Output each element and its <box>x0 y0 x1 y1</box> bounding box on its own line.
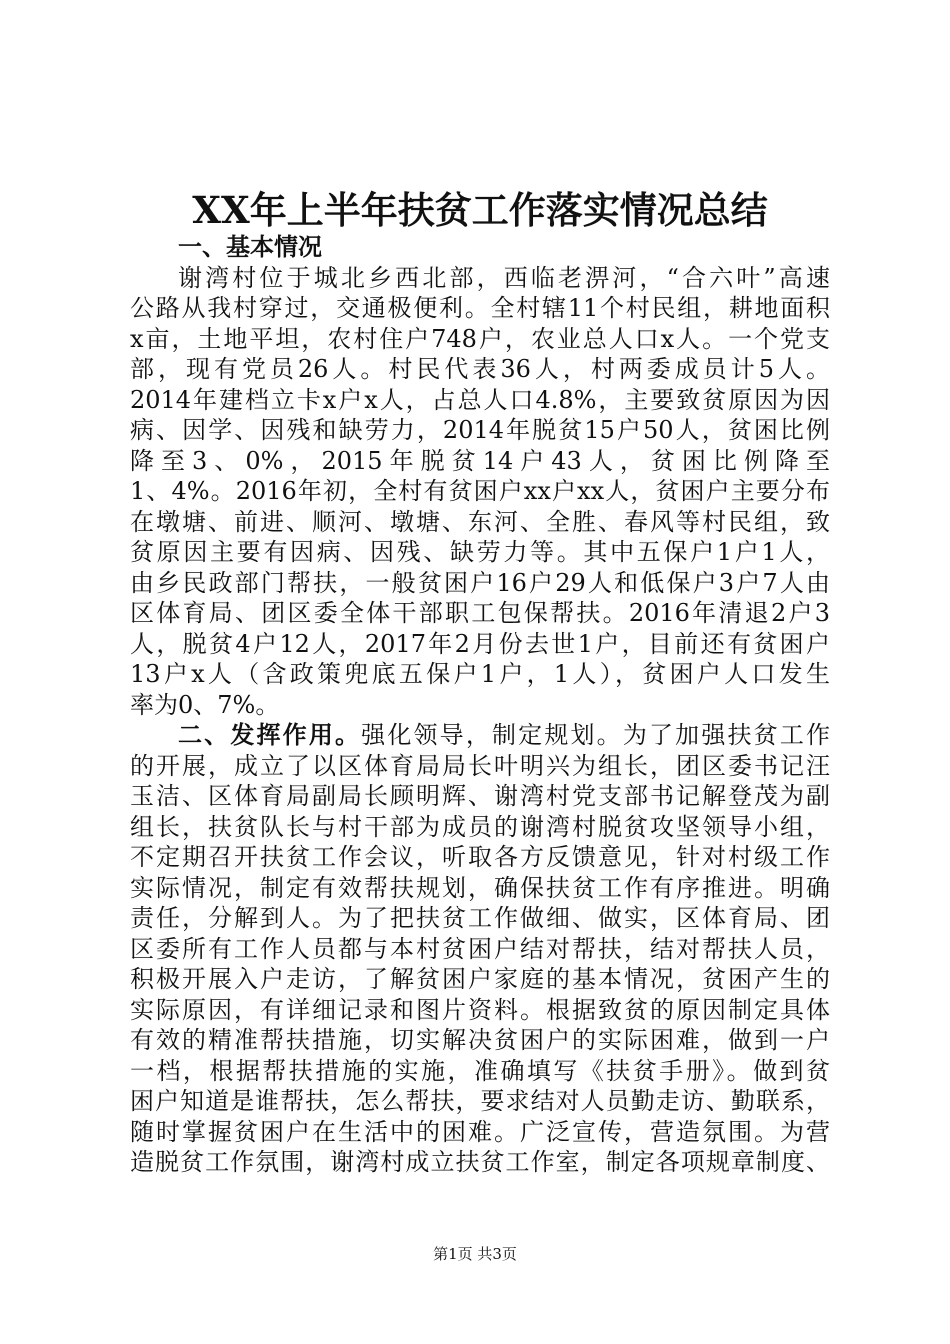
paragraph-line: 积极开展入户走访，了解贫困户家庭的基本情况，贫困产生的 <box>130 965 830 993</box>
paragraph-line: x亩，土地平坦，农村住户748户，农业总人口x人。一个党支 <box>130 324 830 353</box>
paragraph-line: 实际情况，制定有效帮扶规划，确保扶贫工作有序推进。明确 <box>130 873 830 902</box>
paragraph-line: 的开展，成立了以区体育局局长叶明兴为组长，团区委书记汪 <box>130 751 830 780</box>
paragraph-line-text: 强化领导，制定规划。为了加强扶贫工作 <box>361 721 831 749</box>
paragraph-line: 降至3、0%，2015年脱贫14户43人，贫困比例降至 <box>130 446 830 475</box>
paragraph-line: 在墩塘、前进、顺河、墩塘、东河、全胜、春风等村民组，致 <box>130 507 830 536</box>
paragraph-line: 区体育局、团区委全体干部职工包保帮扶。2016年清退2户3 <box>130 599 830 627</box>
paragraph-line: 部，现有党员26人。村民代表36人，村两委成员计5人。 <box>130 355 830 383</box>
paragraph-line: 组长，扶贫队长与村干部为成员的谢湾村脱贫攻坚领导小组， <box>130 812 830 841</box>
paragraph-line: 随时掌握贫困户在生活中的困难。广泛宣传，营造氛围。为营 <box>130 1117 830 1146</box>
paragraph-line: 2014年建档立卡x户x人，占总人口4.8%，主要致贫原因为因 <box>130 385 830 414</box>
paragraph-line: 实际原因，有详细记录和图片资料。根据致贫的原因制定具体 <box>130 995 830 1024</box>
paragraph-line: 13户x人（含政策兜底五保户1户，1人），贫困户人口发生 <box>130 660 830 688</box>
paragraph-line: 玉洁、区体育局副局长顾明辉、谢湾村党支部书记解登茂为副 <box>130 782 830 810</box>
paragraph-line: 困户知道是谁帮扶，怎么帮扶，要求结对人员勤走访、勤联系， <box>130 1087 830 1115</box>
section-heading-basic-info: 一、基本情况 <box>178 232 322 261</box>
paragraph-line: 责任，分解到人。为了把扶贫工作做细、做实，区体育局、团 <box>130 904 830 932</box>
paragraph-line: 一档，根据帮扶措施的实施，准确填写《扶贫手册》。做到贫 <box>130 1056 830 1085</box>
document-title: XX年上半年扶贫工作落实情况总结 <box>192 188 768 232</box>
paragraph-line: 造脱贫工作氛围，谢湾村成立扶贫工作室，制定各项规章制度、 <box>130 1148 830 1176</box>
paragraph-line: 病、因学、因残和缺劳力，2014年脱贫15户50人，贫困比例 <box>130 416 830 444</box>
paragraph-line: 区委所有工作人员都与本村贫困户结对帮扶，结对帮扶人员， <box>130 934 830 963</box>
section-two-first-line <box>130 720 830 751</box>
paragraph-line: 贫原因主要有因病、因残、缺劳力等。其中五保户1户1人， <box>130 538 830 566</box>
paragraph-line: 由乡民政部门帮扶，一般贫困户16户29人和低保户3户7人由 <box>130 568 830 597</box>
page-footer: 第1页 共3页 <box>433 1245 517 1263</box>
paragraph-line: 不定期召开扶贫工作会议，听取各方反馈意见，针对村级工作 <box>130 843 830 871</box>
section-heading-role: 二、发挥作用。 <box>178 720 362 749</box>
document-body <box>130 232 830 1178</box>
paragraph-line: 公路从我村穿过，交通极便利。全村辖11个村民组，耕地面积 <box>130 294 830 322</box>
paragraph-line: 谢湾村位于城北乡西北部，西临老淠河，“合六叶”高速 <box>178 263 830 292</box>
paragraph-line: 有效的精准帮扶措施，切实解决贫困户的实际困难，做到一户 <box>130 1026 830 1054</box>
paragraph-line: 1、4%。2016年初，全村有贫困户xx户xx人，贫困户主要分布 <box>130 477 830 505</box>
paragraph-line: 人，脱贫4户12人，2017年2月份去世1户，目前还有贫困户 <box>130 629 830 658</box>
paragraph-line: 率为0、7%。 <box>130 690 280 719</box>
